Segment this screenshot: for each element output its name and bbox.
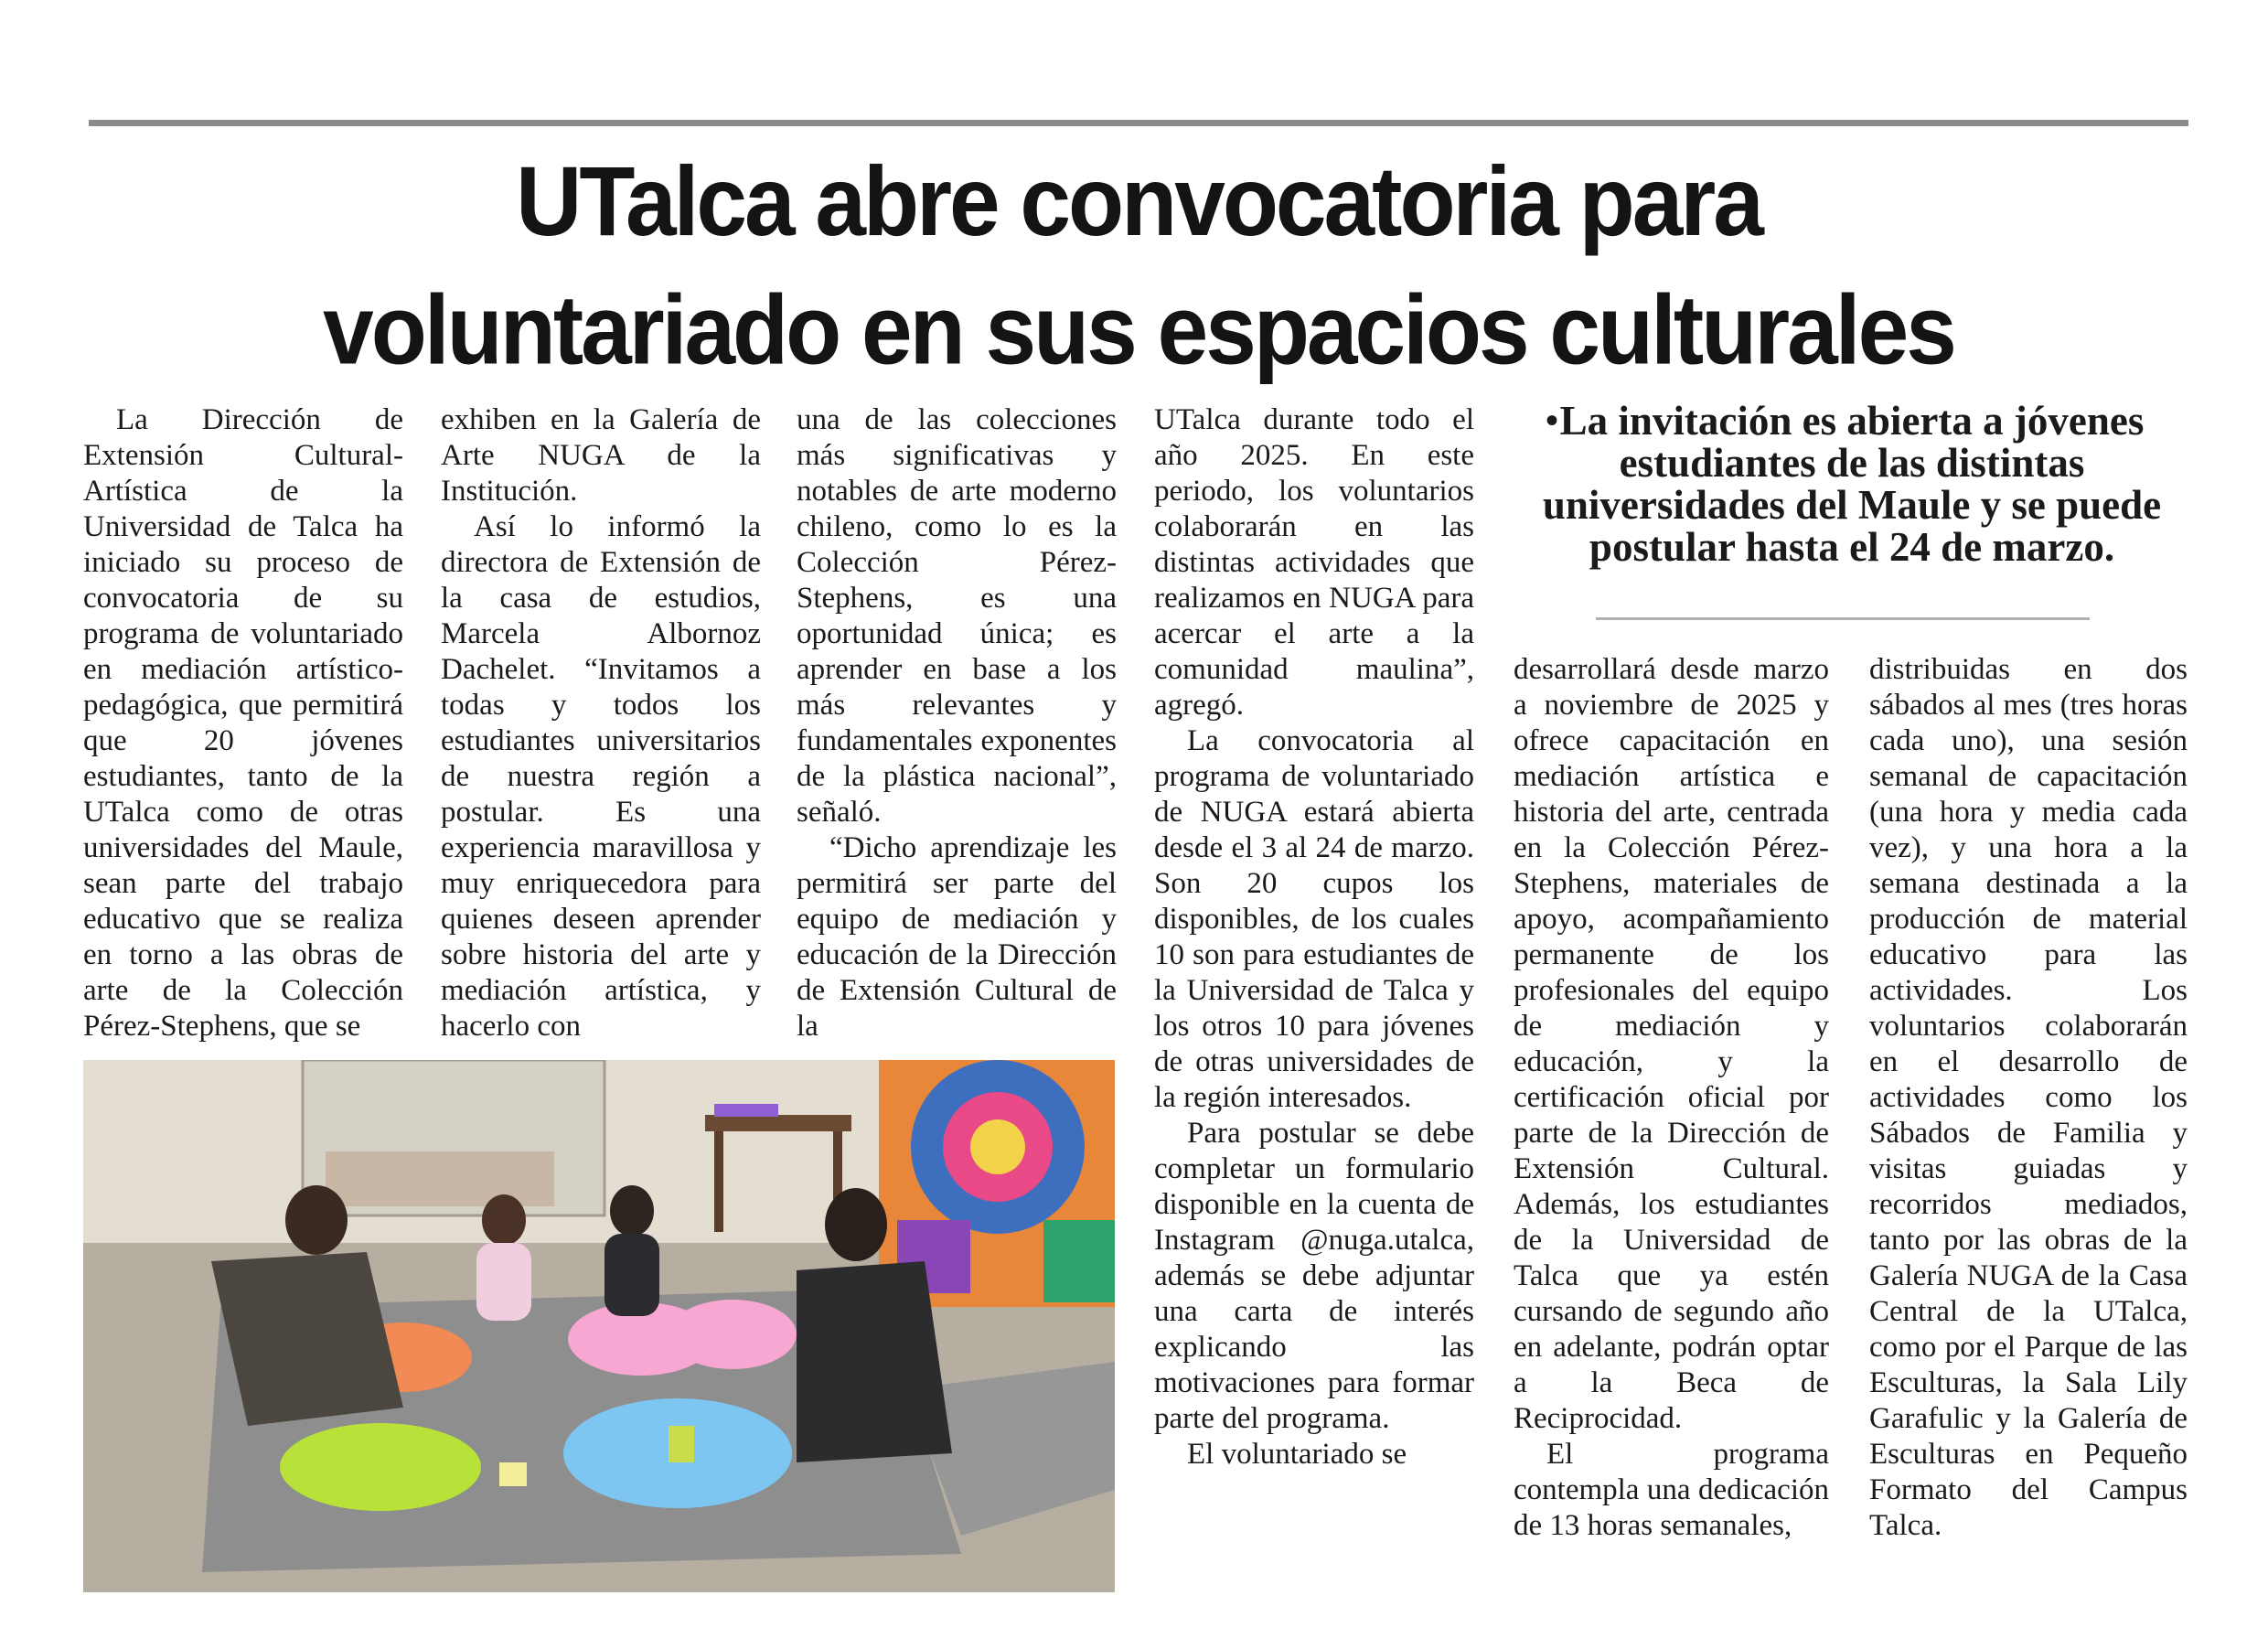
- top-rule: [89, 120, 2188, 126]
- paragraph: La convocatoria al programa de voluntariado de NUGA estará abierta desde el 3 al 24 de marzo. Son 20 cupos los disponibles, de los cuales 10 son para estudiantes de la Universidad de Talca y los otros 10 para jóvenes de otras universidades de la región interesados.: [1154, 724, 1474, 1114]
- article-column-2: [441, 402, 761, 1044]
- headline-line-2: voluntariado en sus espacios culturales: [323, 274, 1954, 386]
- paragraph: exhiben en la Galería de Arte NUGA de la Institución.: [441, 403, 761, 508]
- article-column-6: [1869, 652, 2188, 1544]
- article-column-1: [83, 402, 403, 1044]
- headline-line-1: UTalca abre convocatoria para: [516, 145, 1761, 257]
- paragraph: distribuidas en dos sábados al mes (tres horas cada uno), una sesión semanal de capacitación (una hora y media cada vez), y una hora a la semana destinada a la producción de material educativo para las actividades. Los voluntarios colaborarán en el desarrollo de actividades como los Sábados de Familia y visitas guiadas y recorridos mediados, tanto por las obras de la Galería NUGA de la Casa Central de la UTalca, como por el Parque de las Esculturas, la Sala Lily Garafulic y la Galería de Esculturas en Pequeño Formato del Campus Talca.: [1869, 653, 2188, 1542]
- paragraph: UTalca durante todo el año 2025. En este periodo, los voluntarios colaborarán en las distintas actividades que realizamos en NUGA para acercar el arte a la comunidad maulina”, agregó.: [1154, 403, 1474, 722]
- paragraph: Para postular se debe completar un formulario disponible en la cuenta de Instagram @nuga.utalca, además se debe adjuntar una carta de interés explicando las motivaciones para formar parte del programa.: [1154, 1117, 1474, 1435]
- photo-illustration: [83, 1060, 1115, 1592]
- paragraph: El voluntariado se: [1187, 1438, 1407, 1471]
- paragraph: El programa contempla una dedicación de 13 horas semanales,: [1514, 1438, 1829, 1542]
- paragraph: desarrollará desde marzo a noviembre de 2025 y ofrece capacitación en mediación artística e historia del arte, centrada en la Colección Pérez-Stephens, materiales de apoyo, acompañamiento permanente de los profesionales del equipo de mediación y educación, y la certificación oficial por parte de la Dirección de Extensión Cultural. Además, los estudiantes de la Universidad de Talca que ya estén cursando de segundo año en adelante, podrán optar a la Beca de Reciprocidad.: [1514, 653, 1829, 1435]
- article-column-4: [1154, 402, 1474, 1472]
- article-photo: [83, 1060, 1115, 1592]
- article-column-3: [797, 402, 1117, 1044]
- pull-quote: [1518, 400, 2186, 568]
- paragraph: una de las colecciones más significativas y notables de arte moderno chileno, como lo es la Colección Pérez-Stephens, es una oportunidad única; es aprender en base a los más relevantes y fundamentales exponentes de la plástica nacional”, señaló.: [797, 403, 1117, 829]
- pull-quote-text: La invitación es abierta a jóvenes estudiantes de las distintas universidades del Maule y se puede postular hasta el 24 de marzo.: [1542, 398, 2162, 570]
- headline: [89, 137, 2188, 394]
- article-column-5: [1514, 652, 1829, 1544]
- bullet-icon: •: [1546, 400, 1559, 441]
- paragraph: La Dirección de Extensión Cultural-Artística de la Universidad de Talca ha iniciado su proceso de convocatoria de su programa de voluntariado en mediación artístico-pedagógica, que permitirá que 20 jóvenes estudiantes, tanto de la UTalca como de otras universidades del Maule, sean parte del trabajo educativo que se realiza en torno a las obras de arte de la Colección Pérez-Stephens, que se: [83, 403, 403, 1043]
- paragraph: Así lo informó la directora de Extensión de la casa de estudios, Marcela Albornoz Dachelet. “Invitamos a todas y todos los estudiantes universitarios de nuestra región a postular. Es una experiencia maravillosa y muy enriquecedora para quienes deseen aprender sobre historia del arte y mediación artística, y hacerlo con: [441, 510, 761, 1043]
- paragraph: “Dicho aprendizaje les permitirá ser parte del equipo de mediación y educación de la Dirección de Extensión Cultural de la: [797, 831, 1117, 1043]
- pull-quote-rule: [1596, 617, 2090, 620]
